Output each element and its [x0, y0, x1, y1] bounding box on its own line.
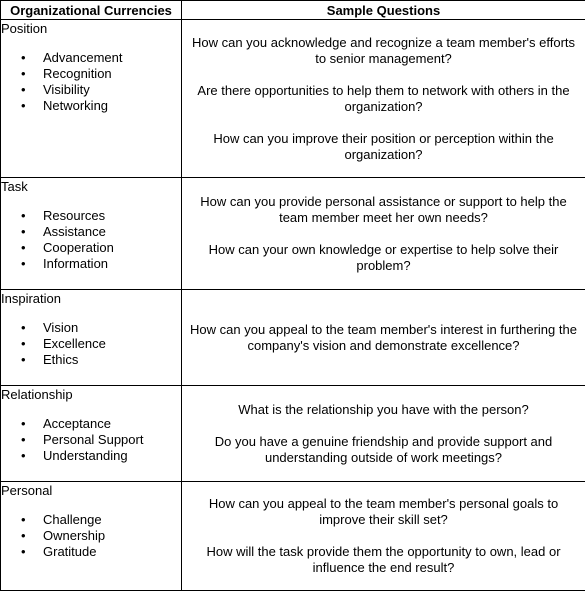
header-questions: Sample Questions	[182, 1, 585, 20]
category-label: Relationship	[1, 387, 73, 402]
list-item: • Excellence	[21, 336, 106, 351]
bullet-icon: •	[21, 528, 26, 543]
question-text: What is the relationship you have with the person?	[238, 401, 529, 417]
bullet-icon: •	[21, 240, 26, 255]
bullet-icon: •	[21, 320, 26, 335]
bullet-icon: •	[21, 352, 26, 367]
questions-cell	[182, 20, 585, 178]
currency-list	[1, 320, 181, 368]
table-row	[1, 482, 585, 591]
list-item: • Networking	[21, 98, 109, 113]
table-row	[1, 290, 585, 386]
list-item: • Gratitude	[21, 544, 97, 559]
currency-list	[1, 208, 181, 272]
bullet-icon: •	[21, 98, 26, 113]
header-row	[1, 1, 585, 20]
questions-cell	[182, 178, 585, 290]
question-text: How can you appeal to the team member's personal goals to improve their skill set?	[208, 496, 559, 527]
list-item: • Cooperation	[21, 240, 114, 255]
table-row	[1, 20, 585, 178]
category-label: Task	[1, 179, 28, 194]
list-item: • Personal Support	[21, 432, 144, 447]
bullet-icon: •	[21, 224, 26, 239]
table-row	[1, 178, 585, 290]
question-text: How can your own knowledge or expertise to help solve their problem?	[208, 241, 559, 273]
table-row	[1, 386, 585, 482]
currency-cell	[1, 20, 182, 178]
question-text: How will the task provide them the opportunity to own, lead or influence the end result?	[206, 544, 561, 575]
questions-cell	[182, 290, 585, 386]
list-item: • Ethics	[21, 352, 79, 367]
currency-list	[1, 50, 181, 114]
question-text: How can you improve their position or perception within the organization?	[213, 130, 554, 162]
question-text: Do you have a genuine friendship and provide support and understanding outside of work meetings?	[214, 433, 553, 465]
category-label: Inspiration	[1, 291, 61, 306]
questions-cell	[182, 386, 585, 482]
bullet-icon: •	[21, 82, 26, 97]
currency-cell	[1, 386, 182, 482]
category-label: Personal	[1, 483, 53, 498]
bullet-icon: •	[21, 66, 26, 81]
currency-cell	[1, 290, 182, 386]
currency-list	[1, 512, 181, 560]
category-label: Position	[1, 21, 48, 36]
list-item: • Visibility	[21, 82, 90, 97]
list-item: • Acceptance	[21, 416, 111, 431]
bullet-icon: •	[21, 512, 26, 527]
list-item: • Challenge	[21, 512, 102, 527]
question-text: How can you appeal to the team member's interest in furthering the company's vision and demonstrate excellence?	[190, 321, 577, 353]
bullet-icon: •	[21, 208, 26, 223]
list-item: • Advancement	[21, 50, 123, 65]
bullet-icon: •	[21, 50, 26, 65]
list-item: • Information	[21, 256, 109, 271]
bullet-icon: •	[21, 416, 26, 431]
currency-list	[1, 416, 181, 464]
bullet-icon: •	[21, 256, 26, 271]
bullet-icon: •	[21, 448, 26, 463]
list-item: • Recognition	[21, 66, 112, 81]
question-text: Are there opportunities to help them to network with others in the organization?	[197, 82, 570, 114]
questions-cell	[182, 482, 585, 591]
currency-cell	[1, 178, 182, 290]
currency-cell	[1, 482, 182, 591]
list-item: • Resources	[21, 208, 106, 223]
question-text: How can you provide personal assistance or support to help the team member meet her own needs?	[200, 193, 567, 225]
list-item: • Assistance	[21, 224, 106, 239]
bullet-icon: •	[21, 336, 26, 351]
list-item: • Ownership	[21, 528, 106, 543]
question-text: How can you acknowledge and recognize a team member's efforts to senior management?	[191, 34, 576, 66]
list-item: • Understanding	[21, 448, 128, 463]
header-currencies: Organizational Currencies	[1, 1, 182, 20]
bullet-icon: •	[21, 432, 26, 447]
list-item: • Vision	[21, 320, 79, 335]
bullet-icon: •	[21, 544, 26, 559]
